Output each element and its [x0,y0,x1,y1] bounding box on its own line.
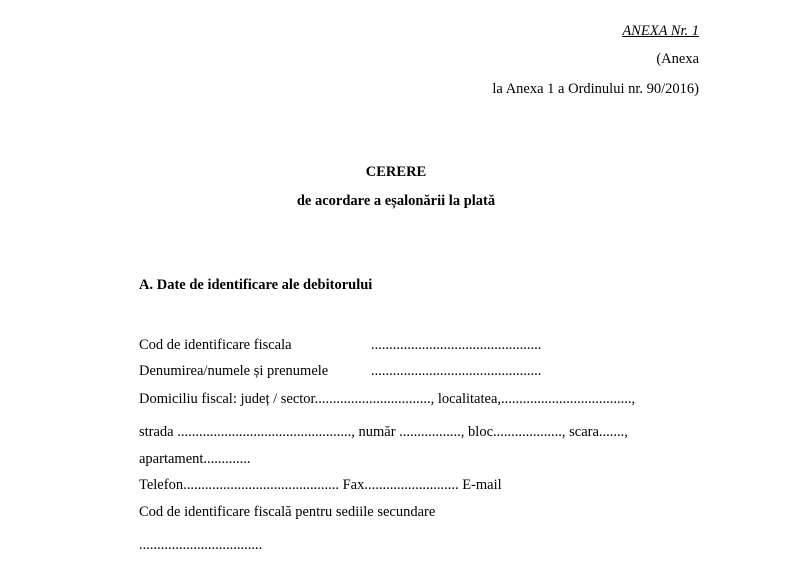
secondary-cif-label: Cod de identificare fiscală pentru sediile secundare [139,504,436,520]
document-title: CERERE [365,164,427,180]
domicile-line: Domiciliu fiscal: județ / sector................................, localitatea,...................................., [139,391,636,407]
annex-title: ANEXA Nr. 1 [622,23,699,39]
section-a-heading: A. Date de identificare ale debitorului [139,277,373,293]
annex-reference-line2: la Anexa 1 a Ordinului nr. 90/2016) [492,81,699,97]
contact-line: Telefon........................................... Fax.......................... E-mail [139,477,502,493]
cif-label: Cod de identificare fiscala [139,337,292,353]
street-line: strada ................................................, număr ................., bloc..................., scara......., [139,424,628,440]
name-label: Denumirea/numele și prenumele [139,363,329,379]
document-subtitle: de acordare a eșalonării la plată [296,193,496,209]
secondary-cif-field: .................................. [139,537,263,553]
name-field: ............................................... [371,363,542,379]
annex-reference-line1: (Anexa [656,51,699,67]
cif-field: ............................................... [371,337,542,353]
apartment-line: apartament............. [139,451,251,467]
